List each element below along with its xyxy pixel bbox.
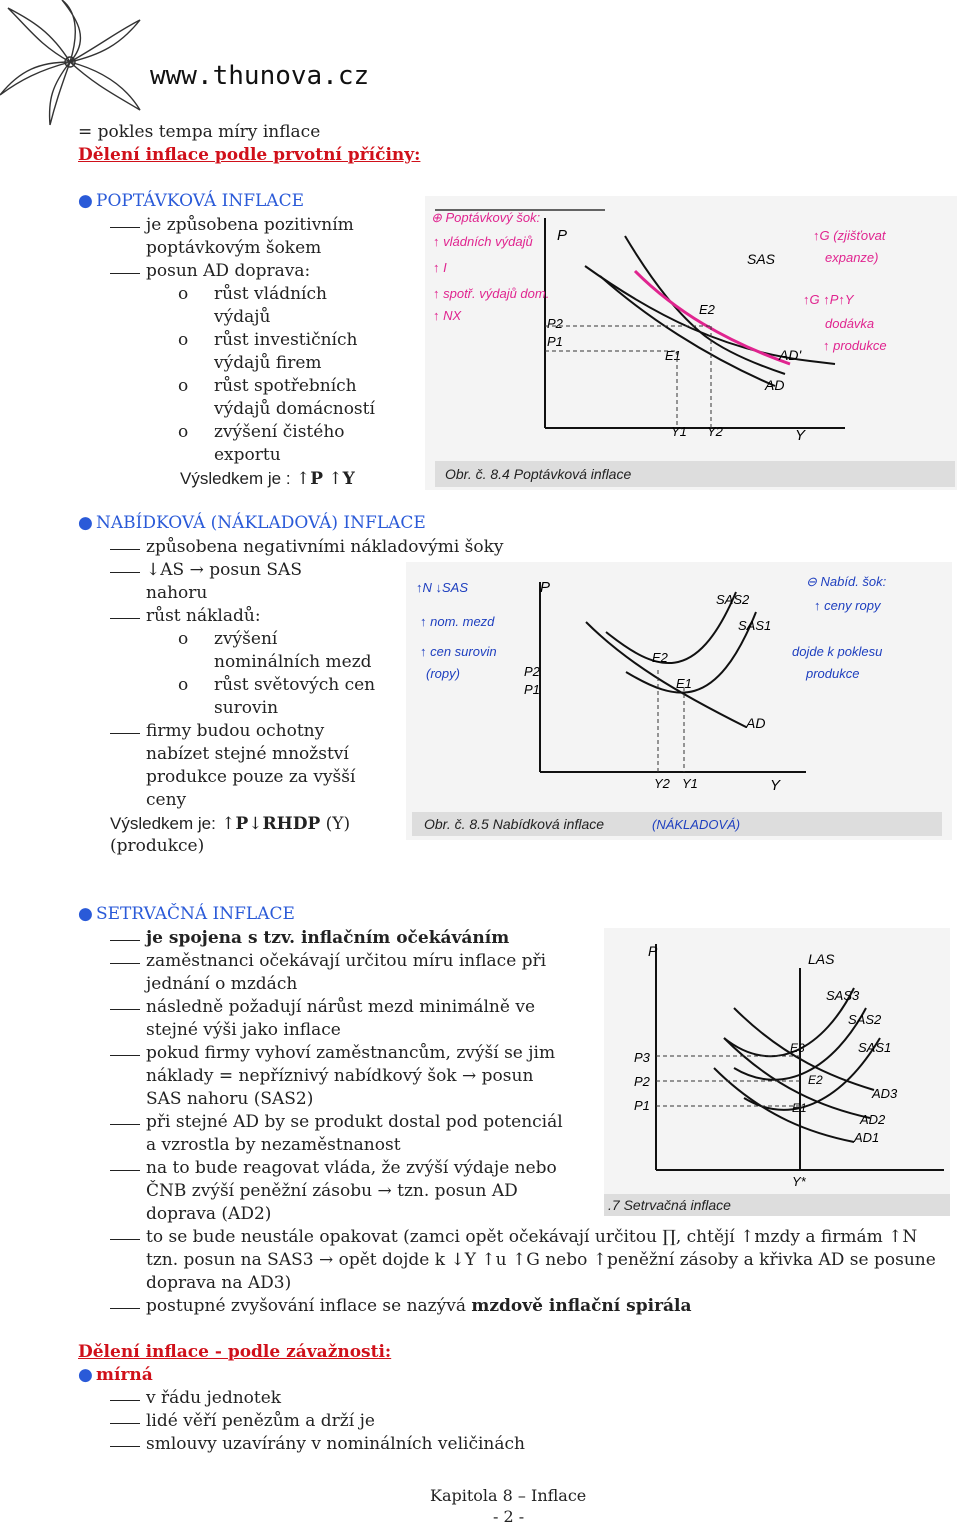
note: ⊕ Poptávkový šok: (431, 210, 541, 225)
note: ↑ ceny ropy (814, 598, 881, 613)
dash (110, 572, 140, 573)
figure-demand-inflation (425, 196, 957, 490)
label-y2: Y2 (654, 776, 670, 791)
dash (110, 733, 140, 734)
poptavkova-result (180, 467, 355, 491)
setrvacna-l7b-line (146, 1249, 936, 1272)
note: ↑G (zjišťovat (813, 228, 886, 243)
figure-supply-inflation (406, 562, 952, 840)
label-ad1: AD1 (854, 1130, 880, 1145)
label-ad-shifted: AD' (779, 347, 802, 363)
note: ⊖ Nabíd. šok: (806, 574, 887, 589)
poptavkova-o2a: růst investičních (214, 330, 358, 350)
intro-line: = pokles tempa míry inflace (78, 122, 321, 142)
label-e1: E1 (792, 1101, 807, 1115)
o-marker: o (178, 284, 189, 304)
axis-label-p: P (557, 227, 568, 244)
poptavkova-o1b: výdajů (214, 307, 271, 327)
nabidkova-l2 (146, 559, 302, 582)
note: ↑G ↑P↑Y (803, 292, 854, 307)
poptavkova-title: POPTÁVKOVÁ INFLACE (96, 191, 304, 211)
label-p1: P1 (524, 682, 540, 697)
dash (110, 1446, 140, 1447)
label-ad3: AD3 (872, 1086, 898, 1101)
label-p2: P2 (547, 316, 563, 331)
bullet-dot: ● (78, 191, 93, 211)
setrvacna-l8b: mzdově inflační spirála (471, 1296, 692, 1316)
nabidkova-l2a: AS (160, 560, 185, 580)
note: ↑ NX (433, 308, 462, 323)
dash (110, 1423, 140, 1424)
result-prefix: Výsledkem je: (110, 814, 216, 833)
nabidkova-l3: růst nákladů: (146, 606, 261, 626)
label-e1: E1 (676, 676, 692, 691)
up-arrow-icon: ↑ (295, 469, 311, 489)
setrvacna-l2a: zaměstnanci očekávají určitou míru inflace při (146, 951, 547, 971)
setrvacna-l2b: jednání o mzdách (146, 974, 298, 994)
label-y1: Y1 (682, 776, 698, 791)
note: ↑ vládních výdajů (433, 234, 533, 249)
dash (110, 1055, 140, 1056)
mirna-l3: smlouvy uzavírány v nominálních veličinách (146, 1434, 525, 1454)
nabidkova-l4b: nabízet stejné množství (146, 744, 349, 764)
dash (110, 1400, 140, 1401)
dash (110, 1170, 140, 1171)
setrvacna-l7b3: u (495, 1250, 507, 1270)
nabidkova-l2c: nahoru (146, 583, 208, 603)
label-p2: P2 (634, 1074, 650, 1089)
note: ↑ cen surovin (420, 644, 497, 659)
dash (110, 963, 140, 964)
bullet-dot: ● (78, 904, 93, 924)
setrvacna-l4b: náklady = nepříznivý nabídkový šok → posun (146, 1066, 534, 1086)
setrvacna-l6a: na to bude reagovat vláda, že zvýší výdaje nebo (146, 1158, 557, 1178)
right-arrow-icon: → (189, 560, 204, 580)
nabidkova-o2b: surovin (214, 698, 279, 718)
nabidkova-l2b: posun SAS (209, 560, 302, 580)
setrvacna-l7b4: G nebo (526, 1250, 588, 1270)
note: expanze) (825, 250, 879, 265)
o-marker: o (178, 422, 189, 442)
up-arrow-icon: ↑ (328, 469, 343, 489)
up-arrow-icon: ↑ (888, 1227, 903, 1247)
mirna-l2: lidé věří penězům a drží je (146, 1411, 375, 1431)
note: dojde k poklesu (792, 644, 883, 659)
down-arrow-icon: ↓ (146, 560, 161, 580)
label-p1: P1 (634, 1098, 650, 1113)
dash (110, 618, 140, 619)
dash (110, 1009, 140, 1010)
label-y1: Y1 (671, 424, 687, 439)
site-url[interactable]: www.thunova.cz (150, 61, 370, 91)
dash (110, 227, 140, 228)
note: produkce (806, 666, 860, 681)
flower-logo (0, 0, 148, 126)
label-ystar: Y* (792, 1174, 806, 1189)
down-arrow-icon: ↓ (248, 814, 263, 834)
bullet-dot: ● (78, 513, 93, 533)
mirna-l1: v řádu jednotek (146, 1388, 282, 1408)
dash (110, 1239, 140, 1240)
up-arrow-icon: ↑ (592, 1250, 607, 1270)
nabidkova-l4c: produkce pouze za vyšší (146, 767, 356, 787)
nabidkova-title: NABÍDKOVÁ (NÁKLADOVÁ) INFLACE (96, 513, 426, 533)
nabidkova-result (110, 812, 350, 836)
note: ↑N ↓SAS (416, 580, 469, 595)
setrvacna-l6b: ČNB zvýší peněžní zásobu → tzn. posun AD (146, 1181, 518, 1201)
up-arrow-icon: ↑ (481, 1250, 496, 1270)
setrvacna-l8 (146, 1295, 692, 1318)
label-p1: P1 (547, 334, 563, 349)
result-p: P (235, 814, 249, 834)
setrvacna-l4c: SAS nahoru (SAS2) (146, 1089, 314, 1109)
section1-title: Dělení inflace podle prvotní příčiny: (78, 145, 421, 165)
setrvacna-l3a: následně požadují nárůst mezd minimálně ve (146, 997, 536, 1017)
figure-caption: Obr. č. 8.5 Nabídková inflace (424, 816, 605, 832)
footer-chapter: Kapitola 8 – Inflace (430, 1486, 587, 1505)
setrvacna-l1: je spojena s tzv. inflačním očekáváním (146, 928, 510, 948)
down-arrow-icon: ↓ (450, 1250, 465, 1270)
note: ↑ produkce (823, 338, 887, 353)
label-ad: AD (746, 715, 766, 731)
poptavkova-o3a: růst spotřebních (214, 376, 357, 396)
poptavkova-l2: posun AD doprava: (146, 261, 311, 281)
poptavkova-l1a: je způsobena pozitivním (146, 215, 354, 235)
poptavkova-o4a: zvýšení čistého (214, 422, 345, 442)
note: ↑ I (433, 260, 447, 275)
setrvacna-l7c: doprava na AD3) (146, 1273, 292, 1293)
figure-inertial-inflation (604, 928, 950, 1216)
section2-title: Dělení inflace - podle závažnosti: (78, 1342, 392, 1362)
nabidkova-o1a: zvýšení (214, 629, 278, 649)
setrvacna-l7b: tzn. posun na SAS3 → opět dojde k (146, 1250, 446, 1270)
dash (110, 273, 140, 274)
bullet-dot: ● (78, 1365, 93, 1385)
mirna-title: mírná (96, 1365, 153, 1385)
label-sas3: SAS3 (826, 988, 860, 1003)
label-p2: P2 (524, 664, 540, 679)
setrvacna-l5a: při stejné AD by se produkt dostal pod potenciál (146, 1112, 563, 1132)
label-p3: P3 (634, 1050, 650, 1065)
axis-label-p: P (648, 943, 658, 959)
result-y: Y (342, 469, 355, 489)
label-ad2: AD2 (860, 1112, 886, 1127)
label-las: LAS (808, 951, 835, 967)
nabidkova-result-line2: (produkce) (110, 836, 205, 856)
note: ↑ spotř. výdajů dom. (433, 286, 550, 301)
result-prefix: Výsledkem je : (180, 469, 291, 488)
nabidkova-l4a: firmy budou ochotny (146, 721, 325, 741)
setrvacna-l7a3: N (902, 1227, 918, 1247)
result-rhdp: RHDP (262, 814, 321, 834)
nabidkova-l4d: ceny (146, 790, 187, 810)
setrvacna-l3b: stejné výši jako inflace (146, 1020, 341, 1040)
nabidkova-l1: způsobena negativními nákladovými šoky (146, 537, 504, 557)
dash (110, 549, 140, 550)
poptavkova-o1a: růst vládních (214, 284, 327, 304)
poptavkova-o4b: exportu (214, 445, 281, 465)
setrvacna-l7a2: mzdy a firmám (754, 1227, 883, 1247)
dash (110, 940, 140, 941)
label-y2: Y2 (707, 424, 723, 439)
label-e2: E2 (652, 650, 668, 665)
setrvacna-l4a: pokud firmy vyhoví zaměstnancům, zvýší se jim (146, 1043, 556, 1063)
note: (ropy) (426, 666, 460, 681)
poptavkova-l1b: poptávkovým šokem (146, 238, 322, 258)
label-e1: E1 (665, 348, 681, 363)
o-marker: o (178, 376, 189, 396)
label-e2: E2 (808, 1073, 823, 1087)
label-ad: AD (765, 377, 785, 393)
setrvacna-l7b5: peněžní zásoby a křivka AD se posune (607, 1250, 936, 1270)
o-marker: o (178, 675, 189, 695)
setrvacna-l5b: a vzrostla by nezaměstnanost (146, 1135, 401, 1155)
figure-caption-note: (NÁKLADOVÁ) (652, 817, 741, 832)
figure-caption: .7 Setrvačná inflace (608, 1197, 731, 1213)
poptavkova-o3b: výdajů domácností (214, 399, 375, 419)
setrvacna-l7b2: Y (464, 1250, 476, 1270)
label-sas: SAS (747, 251, 776, 267)
setrvacna-l7a-line (146, 1226, 917, 1249)
setrvacna-l7a: to se bude neustále opakovat (zamci opět očekávají určitou ∏, chtějí (146, 1227, 735, 1247)
label-sas2: SAS2 (716, 592, 750, 607)
up-arrow-icon: ↑ (740, 1227, 755, 1247)
setrvacna-l6c: doprava (AD2) (146, 1204, 272, 1224)
label-sas1: SAS1 (858, 1040, 892, 1055)
o-marker: o (178, 629, 189, 649)
axis-label-p: P (540, 579, 551, 596)
setrvacna-l8a: postupné zvyšování inflace se nazývá (146, 1296, 466, 1316)
result-y: (Y) (325, 814, 351, 834)
label-sas2: SAS2 (848, 1012, 882, 1027)
note: ↑ nom. mezd (420, 614, 495, 629)
label-sas1: SAS1 (738, 618, 772, 633)
figure-caption: Obr. č. 8.4 Poptávková inflace (445, 466, 632, 482)
poptavkova-o2b: výdajů firem (214, 353, 322, 373)
result-p: P (310, 469, 323, 489)
up-arrow-icon: ↑ (511, 1250, 527, 1270)
o-marker: o (178, 330, 189, 350)
dash (110, 1124, 140, 1125)
nabidkova-o2a: růst světových cen (214, 675, 376, 695)
dash (110, 1308, 140, 1309)
label-e3: E3 (790, 1041, 805, 1055)
axis-label-y: Y (795, 427, 806, 444)
note: dodávka (825, 316, 875, 331)
footer-page: - 2 - (493, 1507, 525, 1526)
setrvacna-title: SETRVAČNÁ INFLACE (96, 904, 295, 924)
label-e2: E2 (699, 302, 715, 317)
axis-label-y: Y (770, 777, 781, 794)
up-arrow-icon: ↑ (221, 814, 236, 834)
nabidkova-o1b: nominálních mezd (214, 652, 372, 672)
